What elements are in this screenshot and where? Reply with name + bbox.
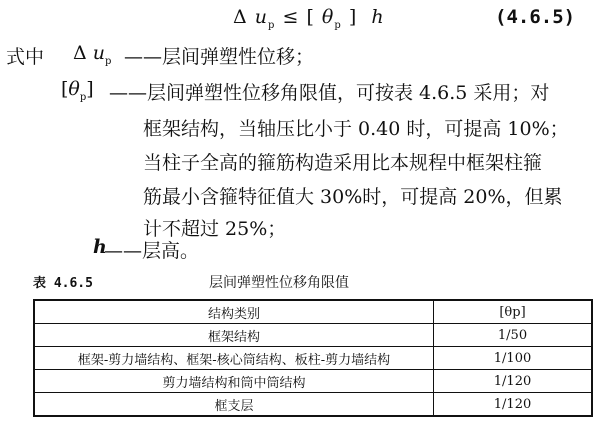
definition-delta-u-symbol	[73, 42, 111, 67]
table-caption	[0, 272, 605, 292]
table-cell-limit: 1/50	[434, 324, 593, 347]
definition-h-text: ——层高。	[104, 240, 200, 262]
definition-theta-p-line-2: 框架结构，当轴压比小于 0.40 时，可提高 10%；	[143, 118, 569, 140]
equation-number: (4.6.5)	[495, 6, 576, 28]
definition-theta-p-line-5: 计不超过 25%；	[143, 218, 287, 240]
definition-theta: θ	[68, 78, 80, 100]
table-cell-limit: 1/120	[434, 393, 593, 417]
definition-theta-p-line-3: 当柱子全高的箍筋构造采用比本规程中框架柱箍	[143, 152, 543, 174]
definition-theta-p-text: ——层间弹塑性位移角限值，可按表 4.6.5 采用；对	[109, 82, 550, 104]
formula-bracket-open: [	[306, 6, 315, 28]
formula-relation: ≤	[282, 6, 300, 28]
formula-u-sub: p	[268, 19, 276, 31]
formula-theta-sub: p	[334, 19, 342, 31]
formula-theta: θ	[321, 6, 335, 28]
definition-u-sub: p	[105, 55, 112, 67]
definition-h-symbol: h	[93, 236, 107, 258]
table-row	[34, 324, 592, 347]
table-row	[34, 370, 592, 393]
definition-theta-open: [	[61, 78, 69, 100]
formula-u: u	[254, 6, 269, 28]
formula-line	[0, 6, 605, 36]
table-cell-limit: 1/100	[434, 347, 593, 370]
formula	[233, 6, 385, 31]
formula-h: h	[371, 6, 385, 28]
formula-delta: Δ	[233, 6, 248, 28]
limits-table	[33, 299, 593, 417]
table-cell-type: 剪力墙结构和筒中筒结构	[34, 370, 434, 393]
table-cell-type: 框架-剪力墙结构、框架-核心筒结构、板柱-剪力墙结构	[34, 347, 434, 370]
table-header-type: 结构类别	[34, 300, 434, 324]
table-cell-type: 框支层	[34, 393, 434, 417]
table-header-limit: [θp]	[434, 300, 593, 324]
definition-prefix: 式中	[6, 46, 45, 68]
table-header-row	[34, 300, 592, 324]
definition-theta-sub: p	[79, 91, 87, 103]
definition-theta-p-line-4: 筋最小含箍特征值大 30%时，可提高 20%，但累	[143, 186, 563, 208]
table-cell-limit: 1/120	[434, 370, 593, 393]
table-row	[34, 393, 592, 417]
table-caption-number: 表 4.6.5	[33, 276, 93, 291]
definition-delta-symbol: Δ	[73, 42, 87, 64]
definition-theta-close: ]	[86, 78, 94, 100]
table-caption-title: 层间弹塑性位移角限值	[209, 275, 349, 291]
definition-theta-p-symbol	[61, 78, 94, 103]
table-cell-type: 框架结构	[34, 324, 434, 347]
definition-delta-u-text: ——层间弹塑性位移；	[124, 46, 315, 68]
formula-bracket-close: ]	[348, 6, 358, 28]
table-row	[34, 347, 592, 370]
definition-u-symbol: u	[92, 42, 106, 64]
